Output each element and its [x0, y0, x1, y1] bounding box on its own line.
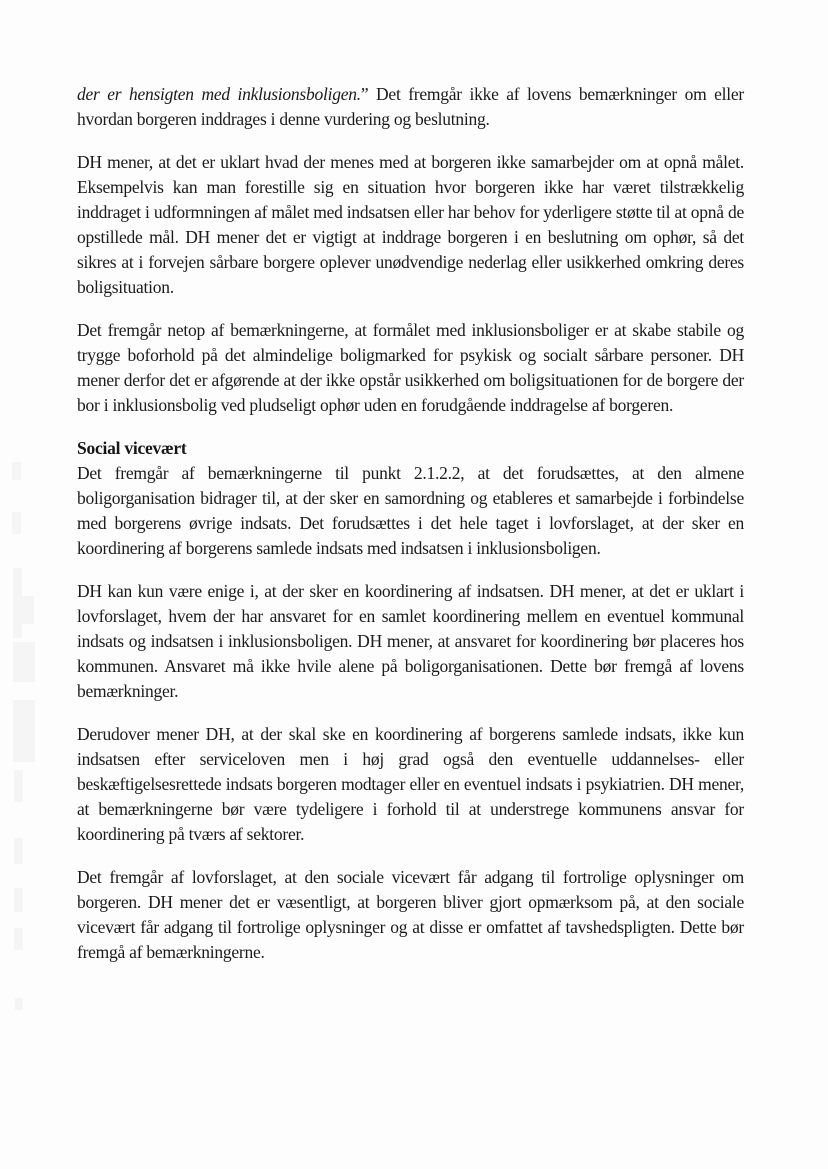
scan-artifact: [13, 700, 35, 762]
intro-paragraph: [77, 82, 744, 132]
document-body: [77, 82, 744, 965]
scan-artifact: [12, 462, 21, 480]
scan-artifact: [14, 838, 23, 864]
scan-artifact: [12, 512, 21, 534]
scan-artifact: [13, 596, 34, 624]
paragraph-bemaerkninger-punkt-2122: Det fremgår af bemærkningerne til punkt 2.1.2.2, at det forudsættes, at den almene boligorganisation bidrager til, at der sker en samordning og etableres et samarbejde i forbindelse med borgerens øvrige indsats. Det forudsættes i det hele taget i lovforslaget, at der sker en koordinering af borgerens samlede indsats med indsatsen i inklusionsboligen.: [77, 463, 744, 558]
scan-artifact: [15, 998, 23, 1010]
section-heading-social-vicevaert: Social vicevært: [77, 438, 187, 458]
paragraph-koordinering-sektorer: Derudover mener DH, at der skal ske en koordinering af borgerens samlede indsats, ikke kun indsatsen efter serviceloven men i høj grad også den eventuelle uddannelses- eller beskæftigelsesrettede indsats borgeren modtager eller en eventuel indsats i psykiatrien. DH mener, at bemærkningerne bør være tydeligere i forhold til at understrege kommunens ansvar for koordinering på tværs af sektorer.: [77, 724, 744, 844]
scan-artifact: [13, 642, 35, 682]
scan-artifact: [14, 888, 23, 912]
paragraph-koordinering-ansvar: DH kan kun være enige i, at der sker en koordinering af indsatsen. DH mener, at det er uklart i lovforslaget, hvem der har ansvaret for en samlet koordinering mellem en eventuel kommunal indsats og indsatsen i inklusionsboligen. DH mener, at ansvaret for koordinering bør placeres hos kommunen. Ansvaret må ikke hvile alene på boligorganisationen. Dette bør fremgå af lovens bemærkninger.: [77, 581, 744, 701]
scan-artifact: [14, 928, 23, 950]
paragraph-formaal-inklusionsboliger: Det fremgår netop af bemærkningerne, at formålet med inklusionsboliger er at skabe stabile og trygge boforhold på det almindelige boligmarked for psykisk og socialt sårbare personer. DH mener derfor det er afgørende at der ikke opstår usikkerhed om boligsituationen for de borgere der bor i inklusionsbolig ved pludseligt ophør uden en forudgående inddragelse af borgeren.: [77, 320, 744, 415]
paragraph-dh-uklart-maal: DH mener, at det er uklart hvad der menes med at borgeren ikke samarbejder om at opnå målet. Eksempelvis kan man forestille sig en situation hvor borgeren ikke har været tilstrækkelig inddraget i udformningen af målet med indsatsen eller har behov for yderligere støtte til at opnå de opstillede mål. DH mener det er vigtigt at inddrage borgeren i en beslutning om ophør, så det sikres at i forvejen sårbare borgere oplever unødvendige nederlag eller usikkerhed omkring deres boligsituation.: [77, 152, 744, 297]
paragraph-fortrolige-oplysninger: Det fremgår af lovforslaget, at den sociale vicevært får adgang til fortrolige oplysninger om borgeren. DH mener det er væsentligt, at borgeren bliver gjort opmærksom på, at den sociale vicevært får adgang til fortrolige oplysninger og at disse er omfattet af tavshedspligten. Dette bør fremgå af bemærkningerne.: [77, 867, 744, 962]
intro-paragraph-regular-text: ” Det fremgår ikke af lovens bemærkninger om eller hvordan borgeren inddrages i denne vurdering og beslutning.: [77, 84, 744, 129]
scan-artifact: [14, 770, 23, 802]
intro-paragraph-italic-quote: der er hensigten med inklusionsboligen.: [77, 84, 361, 104]
